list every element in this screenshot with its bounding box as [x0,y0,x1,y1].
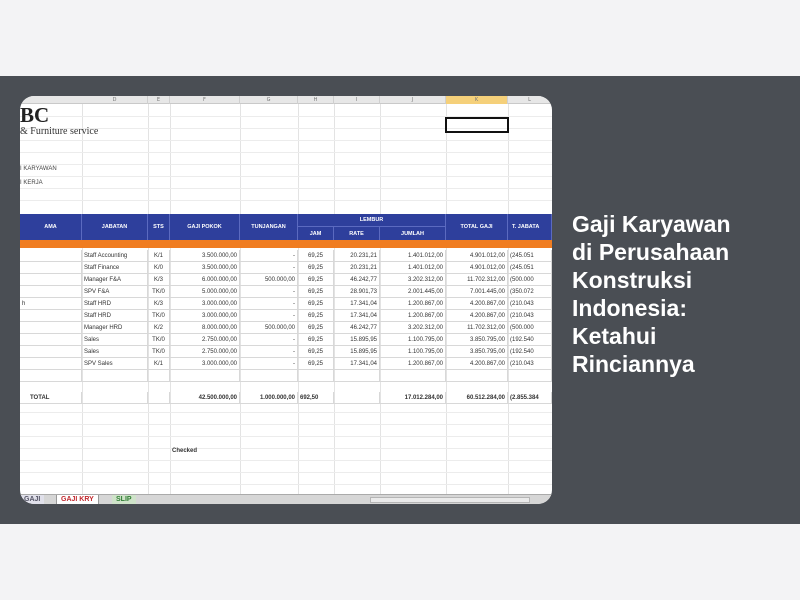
cell-jam[interactable] [298,370,334,382]
cell-tunj[interactable] [240,370,298,382]
cell-sts[interactable]: K/1 [148,358,170,370]
sheet-tab[interactable]: GAJI [20,495,44,504]
cell-sts[interactable]: TK/0 [148,286,170,298]
cell-jumlah[interactable]: 1.401.012,00 [380,250,446,262]
headline-line: Konstruksi [572,267,693,293]
cell-gaji[interactable]: 5.000.000,00 [170,286,240,298]
cell-jabatan[interactable]: Staff Accounting [82,250,148,262]
grid-line [20,176,552,177]
column-letter-selected[interactable]: K [446,96,508,104]
total-row [20,392,552,404]
grid-line [20,460,552,461]
headline-line: Indonesia: [572,295,688,321]
grid-line [20,164,552,165]
header-gaji-pokok: GAJI POKOK [170,214,240,240]
grid-line [20,448,552,449]
cell-jabatan[interactable]: Sales [82,346,148,358]
total-cell-empty [148,392,170,404]
total-tunjangan: 1.000.000,00 [240,392,298,404]
total-cell-empty [334,392,380,404]
header-tunjangan: TUNJANGAN [240,214,298,240]
header-sts: STS [148,214,170,240]
company-subtitle: & Furniture service [20,126,99,137]
cell-rate[interactable]: 46.242,77 [334,274,380,286]
cell-nama[interactable] [20,346,82,358]
cell-tunj[interactable]: - [240,346,298,358]
header-jabatan: JABATAN [82,214,148,240]
cell-gaji[interactable] [170,370,240,382]
cell-tunj[interactable]: 500.000,00 [240,322,298,334]
header-rate: RATE [334,227,380,240]
cell-jumlah[interactable]: 1.200.867,00 [380,298,446,310]
horizontal-scrollbar[interactable] [370,497,530,503]
cell-total[interactable]: 4.901.012,00 [446,250,508,262]
cell-nama[interactable] [20,262,82,274]
cell-nama[interactable] [20,322,82,334]
cell-jam[interactable]: 69,25 [298,310,334,322]
table-row [20,298,552,310]
headline-line: Gaji Karyawan [572,211,731,237]
table-row [20,286,552,298]
cell-rate[interactable]: 15.895,95 [334,346,380,358]
grid-line [20,412,552,413]
total-cell-empty [82,392,148,404]
cell-tjab[interactable]: (500.000 [508,322,552,334]
article-headline [572,210,772,378]
cell-rate[interactable] [334,370,380,382]
cell-total[interactable] [446,370,508,382]
cell-tjab[interactable]: (245.051 [508,250,552,262]
grid-line [20,424,552,425]
cell-gaji[interactable]: 6.000.000,00 [170,274,240,286]
cell-tunj[interactable]: - [240,286,298,298]
sheet-tab-active[interactable]: GAJI KRY [56,495,99,504]
headline-line: di Perusahaan [572,239,730,265]
column-letter[interactable]: J [380,96,446,104]
cell-rate[interactable]: 20.231,21 [334,262,380,274]
cell-tjab[interactable]: (245.051 [508,262,552,274]
header-t-jabatan: T. JABATA [508,214,552,240]
cell-jabatan[interactable]: Staff HRD [82,310,148,322]
column-letter[interactable]: F [170,96,240,104]
total-jumlah: 17.012.284,00 [380,392,446,404]
total-label: TOTAL [20,392,82,404]
cell-jam[interactable]: 69,25 [298,346,334,358]
cell-sts[interactable]: K/0 [148,262,170,274]
cell-sts[interactable]: K/3 [148,274,170,286]
cell-total[interactable]: 11.702.312,00 [446,322,508,334]
cell-jabatan[interactable]: Staff Finance [82,262,148,274]
table-row [20,334,552,346]
table-row [20,262,552,274]
grid-line [20,436,552,437]
grid-line [20,188,552,189]
cell-total[interactable]: 11.702.312,00 [446,274,508,286]
cell-jam[interactable]: 69,25 [298,262,334,274]
cell-sts[interactable]: TK/0 [148,310,170,322]
cell-jam[interactable]: 69,25 [298,274,334,286]
cell-sts[interactable]: K/2 [148,322,170,334]
cell-jam[interactable]: 69,25 [298,286,334,298]
cell-jam[interactable]: 69,25 [298,322,334,334]
cell-jam[interactable]: 69,25 [298,298,334,310]
table-row [20,346,552,358]
cell-tjab[interactable]: (210.043 [508,298,552,310]
cell-nama[interactable] [20,250,82,262]
column-letter[interactable]: L [508,96,552,104]
cell-gaji[interactable]: 8.000.000,00 [170,322,240,334]
header-jam: JAM [298,227,334,240]
selected-cell[interactable] [445,117,509,133]
sheet-tab[interactable]: SLIP [112,495,136,504]
cell-tjab[interactable] [508,370,552,382]
table-row [20,358,552,370]
cell-jam[interactable]: 69,25 [298,358,334,370]
cell-tunj[interactable]: - [240,310,298,322]
cell-jabatan[interactable]: SPV Sales [82,358,148,370]
cell-gaji[interactable]: 3.500.000,00 [170,250,240,262]
cell-jabatan[interactable]: Manager HRD [82,322,148,334]
cell-sts[interactable]: TK/0 [148,346,170,358]
cell-jumlah[interactable]: 1.100.795,00 [380,346,446,358]
cell-gaji[interactable]: 3.000.000,00 [170,298,240,310]
cell-tjab[interactable]: (192.540 [508,346,552,358]
cell-jumlah[interactable]: 2.001.445,00 [380,286,446,298]
cell-jabatan[interactable] [82,370,148,382]
cell-rate[interactable]: 17.341,04 [334,358,380,370]
cell-tjab[interactable]: (192.540 [508,334,552,346]
cell-total[interactable]: 7.001.445,00 [446,286,508,298]
meta-line: I KARYAWAN [20,166,57,172]
cell-jam[interactable]: 69,25 [298,334,334,346]
column-letter[interactable]: I [334,96,380,104]
cell-gaji[interactable]: 3.500.000,00 [170,262,240,274]
cell-tunj[interactable]: 500.000,00 [240,274,298,286]
cell-nama[interactable]: h [20,298,82,310]
cell-tunj[interactable]: - [240,262,298,274]
column-letter[interactable]: E [148,96,170,104]
cell-jumlah[interactable] [380,370,446,382]
checked-label: Checked [172,448,198,454]
column-letter[interactable]: D [82,96,148,104]
cell-nama[interactable] [20,370,82,382]
cell-jabatan[interactable]: Manager F&A [82,274,148,286]
total-jam: 692,50 [298,392,334,404]
cell-sts[interactable]: TK/0 [148,334,170,346]
cell-total[interactable]: 4.200.867,00 [446,358,508,370]
cell-rate[interactable]: 17.341,04 [334,298,380,310]
cell-gaji[interactable]: 3.000.000,00 [170,358,240,370]
total-gaji-pokok: 42.500.000,00 [170,392,240,404]
cell-total[interactable]: 3.850.795,00 [446,334,508,346]
cell-tjab[interactable]: (210.043 [508,310,552,322]
grid-line [20,200,552,201]
cell-nama[interactable] [20,274,82,286]
total-total-gaji: 60.512.284,00 [446,392,508,404]
grid-line [20,140,552,141]
header-total-gaji: TOTAL GAJI [446,214,508,240]
cell-rate[interactable]: 17.341,04 [334,310,380,322]
cell-total[interactable]: 4.200.867,00 [446,298,508,310]
sheet-tabs [20,494,552,504]
column-header-bar [20,96,552,104]
cell-jumlah[interactable]: 1.200.867,00 [380,358,446,370]
total-t-jabatan: (2.855.384 [508,392,552,404]
cell-sts[interactable]: K/3 [148,298,170,310]
cell-jabatan[interactable]: Staff HRD [82,298,148,310]
headline-line: Ketahui [572,323,657,349]
grid-line [20,472,552,473]
cell-total[interactable]: 4.200.867,00 [446,310,508,322]
cell-gaji[interactable]: 3.000.000,00 [170,310,240,322]
table-row [20,274,552,286]
cell-tjab[interactable]: (210.043 [508,358,552,370]
cell-jam[interactable]: 69,25 [298,250,334,262]
cell-tunj[interactable]: - [240,298,298,310]
header-nama: AMA [20,214,82,240]
cell-rate[interactable]: 46.242,77 [334,322,380,334]
cell-tjab[interactable]: (350.072 [508,286,552,298]
cell-jumlah[interactable]: 3.202.312,00 [380,274,446,286]
cell-sts[interactable]: K/1 [148,250,170,262]
cell-jumlah[interactable]: 1.200.867,00 [380,310,446,322]
cell-tjab[interactable]: (500.000 [508,274,552,286]
header-jumlah: JUMLAH [380,227,446,240]
cell-gaji[interactable]: 2.750.000,00 [170,346,240,358]
cell-jumlah[interactable]: 1.401.012,00 [380,262,446,274]
cell-rate[interactable]: 15.895,95 [334,334,380,346]
headline-line: Rinciannya [572,351,695,377]
grid-line [20,152,552,153]
table-row [20,322,552,334]
cell-rate[interactable]: 28.901,73 [334,286,380,298]
cell-tunj[interactable]: - [240,358,298,370]
spreadsheet-screenshot [20,96,552,504]
column-letter[interactable]: G [240,96,298,104]
header-accent-bar [20,240,552,248]
cell-jabatan[interactable]: Sales [82,334,148,346]
cell-rate[interactable]: 20.231,21 [334,250,380,262]
table-header [20,214,552,240]
grid-line [20,484,552,485]
cell-nama[interactable] [20,310,82,322]
table-row [20,310,552,322]
column-letter[interactable]: H [298,96,334,104]
cell-sts[interactable] [148,370,170,382]
table-row [20,370,552,382]
table-row [20,250,552,262]
cell-nama[interactable] [20,286,82,298]
cell-gaji[interactable]: 2.750.000,00 [170,334,240,346]
cell-jabatan[interactable]: SPV F&A [82,286,148,298]
company-name: BC [20,103,50,127]
header-lembur: LEMBUR [298,214,446,227]
meta-line: I KERJA [20,180,43,186]
cell-tunj[interactable]: - [240,334,298,346]
cell-tunj[interactable]: - [240,250,298,262]
cell-total[interactable]: 4.901.012,00 [446,262,508,274]
cell-jumlah[interactable]: 3.202.312,00 [380,322,446,334]
cell-total[interactable]: 3.850.795,00 [446,346,508,358]
cell-jumlah[interactable]: 1.100.795,00 [380,334,446,346]
cell-nama[interactable] [20,334,82,346]
cell-nama[interactable] [20,358,82,370]
